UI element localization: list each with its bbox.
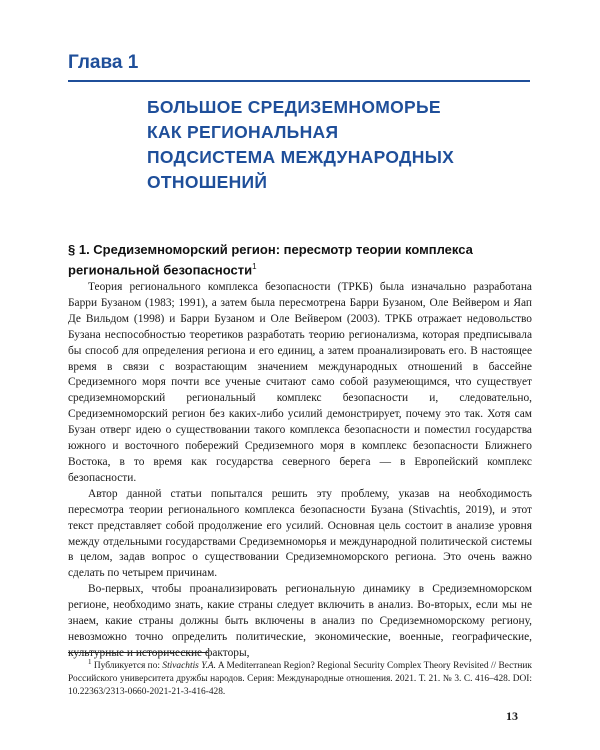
paragraph: Автор данной статьи попытался решить эту проблему, указав на необходимость пересмотра теории регионального комплекса безопасности Бузана (Stivachtis, 2019), и этот текст представляет собой продолжение его усилий. Основная цель состоит в анализе уровня между отдельными государствами Средиземноморья и международной политической системы в целом, задав вопрос о существовании Средиземноморского региона. Это очень важно сделать по четырем причинам.	[68, 487, 532, 580]
chapter-title-line: БОЛЬШОЕ СРЕДИЗЕМНОМОРЬЕ	[147, 97, 441, 117]
footnote	[68, 656, 532, 699]
section-heading	[68, 241, 538, 278]
chapter-title-line: ПОДСИСТЕМА МЕЖДУНАРОДНЫХ	[147, 147, 455, 167]
footnote-prefix: Публикуется по:	[93, 661, 163, 672]
footnote-author: Stivachtis Y.A.	[162, 661, 216, 672]
page-number: 13	[506, 709, 518, 723]
section-heading-text: § 1. Средиземноморский регион: пересмотр теории комплекса региональной безопасности	[68, 242, 473, 278]
body-text	[68, 280, 532, 662]
footnote-reference: 1	[252, 262, 257, 271]
chapter-title-line: КАК РЕГИОНАЛЬНАЯ	[147, 122, 339, 142]
footnote-divider	[68, 652, 208, 653]
chapter-divider	[68, 80, 530, 82]
chapter-title-line: ОТНОШЕНИЙ	[147, 172, 268, 192]
footnote-citation: A Mediterranean Region? Regional Security Complex Theory Revisited // Вестник Российского университета дружбы народов. Серия: Международные отношения. 2021. Т. 21. № 3. С. 416–428. DOI: 10.22363/2313-0660-2021-21-3-416-428.	[68, 661, 532, 698]
footnote-text	[68, 656, 532, 699]
chapter-title	[147, 95, 537, 195]
paragraph: Теория регионального комплекса безопасности (ТРКБ) была изначально разработана Барри Бузаном (1983; 1991), а затем была пересмотрена Барри Бузаном, Оле Вейвером и Яап Де Вильдом (1998) и Барри Бузаном и Оле Вейвером (2003). ТРКБ отражает недовольство Бузана неспособностью теоретиков разработать теорию регионализма, которая предписывала бы способ для определения региона и его единиц, а затем проанализировать его. В настоящее время в связи с возрастающим значением международных отношений в бассейне Средиземного моря почти все ученые считают само собой разумеющимся, что существует средиземноморский региональный комплекс безопасности и, следовательно, Средиземноморский регион без каких-либо усилий демонстрирует, почему это так. Хотя сам Бузан отверг идею о существовании такого комплекса безопасности и поместил государства южного и восточного побережий Средиземного моря в комплекс безопасности Ближнего Востока, в то время как государства северного берега — в Европейский комплекс безопасности.	[68, 281, 532, 484]
chapter-label: Глава 1	[68, 52, 139, 73]
footnote-marker: 1	[88, 658, 92, 666]
paragraph: Во-первых, чтобы проанализировать региональную динамику в Средиземноморском регионе, необходимо знать, какие страны следует включить в анализ. Во-вторых, если мы не знаем, какие страны должны быть включены в анализ по Средиземноморскому региону, невозможно точно определить политические, экономические, военные, географические, культурные и исторические факторы,	[68, 583, 532, 659]
